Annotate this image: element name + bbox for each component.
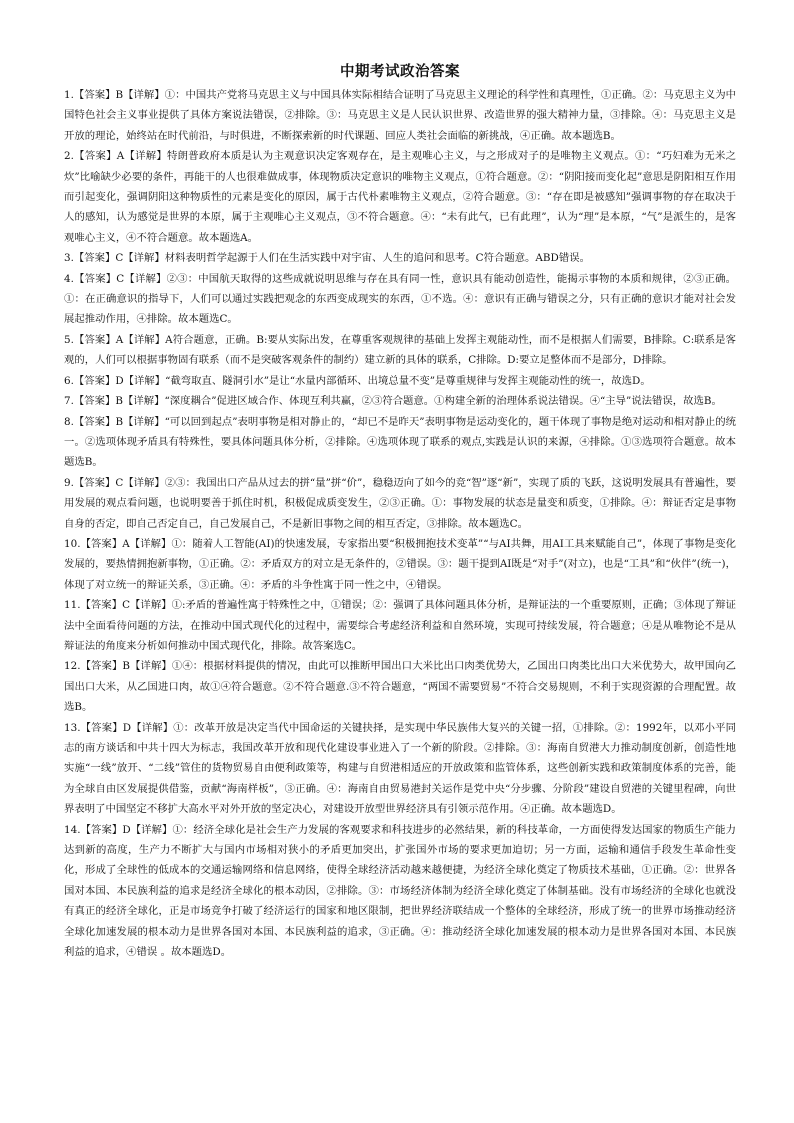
answer-item-8: 8.【答案】B【详解】“可以回到起点”表明事物是相对静止的，“却已不是昨天”表明事物是运动变化的，题干体现了事物是绝对运动和相对静止的统一。②选项体现矛盾具有特殊性，要具体问题具体分析，②排除。④选项体现了联系的观点,实践是认识的来源，④排除。①③选项符合题意。故本题选B。 <box>64 415 737 469</box>
answer-item-12: 12.【答案】B【详解】①④：根据材料提供的情况，由此可以推断甲国出口大米比出口肉类优势大，乙国出口肉类比出口大米优势大，故甲国向乙国出口大米，从乙国进口肉，故①④符合题意。②不符合题意.③不符合题意，“两国不需要贸易”不符合交易规则，不利于实现资源的合理配置。故选B。 <box>64 660 736 714</box>
answer-item-3: 3.【答案】C【详解】材料表明哲学起源于人们在生活实践中对宇宙、人生的追问和思考。C符合题意。ABD错误。 <box>64 252 590 265</box>
answer-item-13: 13.【答案】D【详解】①：改革开放是决定当代中国命运的关键抉择，是实现中华民族伟大复兴的关键一招，①排除。②：1992年，以邓小平同志的南方谈话和中共十四大为标志，我国改革开放和现代化建设事业进入了一个新的阶段。②排除。③：海南自贸港大力推动制度创新，创造性地实施“一线”放开、“二线”管住的货物贸易自由便利政策等，构建与自贸港相适应的开放政策和监管体系，这些创新实践和政策制度体系的完善，能为全球自由区发展提供借鉴，贡献“海南样板”，③正确。④：海南自由贸易港封关运作是党中央“分步骤、分阶段”建设自贸港的关键里程碑，向世界表明了中国坚定不移扩大高水平对外开放的坚定决心，对建设开放型世界经济具有引领示范作用。④正确。故本题选D。 <box>64 721 736 816</box>
answer-item-10: 10.【答案】A【详解】①：随着人工智能(AI)的快速发展，专家指出要“积极拥抱技术变革”“与AI共舞，用AI工具来赋能自己”，体现了事物是变化发展的，要热情拥抱新事物，①正确。②：矛盾双方的对立是无条件的，②错误。③：题干提到AI既是“对手”(对立)，也是“工具”和“伙伴”(统一)，体现了对立统一的辩证关系，③正确。④：矛盾的斗争性寓于同一性之中，④错误。 <box>64 537 736 591</box>
answer-item-2: 2.【答案】A【详解】特朗普政府本质是认为主观意识决定客观存在，是主观唯心主义，与之形成对子的是唯物主义观点。①：“巧妇难为无米之炊”比喻缺少必要的条件，再能干的人也很难做成事，体现物质决定意识的唯物主义观点，①符合题意。②：“阴阳接而变化起”意思是阴阳相互作用而引起变化，强调阴阳这种物质性的元素是变化的原因，属于古代朴素唯物主义观点，②符合题意。③：“存在即是被感知”强调事物的存在取决于人的感知，认为感觉是世界的本原，属于主观唯心主义观点，③不符合题意。④：“未有此气，已有此理”，认为“理”是本原，“气”是派生的，是客观唯心主义，④不符合题意。故本题选A。 <box>64 150 736 244</box>
answer-item-4: 4.【答案】C【详解】②③：中国航天取得的这些成就说明思维与存在具有同一性，意识具有能动创造性，能揭示事物的本质和规律，②③正确。①：在正确意识的指导下，人们可以通过实践把观念的东西变成现实的东西，①不选。④：意识有正确与错误之分，只有正确的意识才能对社会发展起推动作用，④排除。故本题选C。 <box>64 272 736 326</box>
answer-item-11: 11.【答案】C【详解】①:矛盾的普遍性寓于特殊性之中，①错误；②：强调了具体问题具体分析，是辩证法的一个重要原则，正确；③体现了辩证法中全面看待问题的方法，在推动中国式现代化的过程中，需要综合考虑经济利益和自然环境，实现可持续发展，符合题意；④是从唯物论不是从辩证法的角度来分析如何推动中国式现代化，排除。故答案选C。 <box>64 599 736 652</box>
document-title: 中期考试政治答案 <box>340 64 460 80</box>
document-page <box>64 62 736 962</box>
answer-item-1: 1.【答案】B【详解】①：中国共产党将马克思主义与中国具体实际相结合证明了马克思主义理论的科学性和真理性，①正确。②：马克思主义为中国特色社会主义事业提供了具体方案说法错误，②排除。③：马克思主义是人民认识世界、改造世界的强大精神力量，③排除。④：马克思主义是开放的理论，始终站在时代前沿，与时俱进，不断探索新的时代课题、回应人类社会面临的新挑战，④正确。故本题选B。 <box>64 89 736 142</box>
answer-item-6: 6.【答案】D【详解】“截弯取直、隧洞引水”是让“水量内部循环、出境总量不变”是尊重规律与发挥主观能动性的统一，故选D。 <box>64 374 651 387</box>
answer-item-14: 14.【答案】D【详解】①：经济全球化是社会生产力发展的客观要求和科技进步的必然结果，新的科技革命，一方面使得发达国家的物质生产能力达到新的高度，生产力不断扩大与国内市场相对狭小的矛盾更加突出，扩张国外市场的要求更加迫切；另一方面，运输和通信手段发生革命性变化，形成了全球性的低成本的交通运输网络和信息网络，使得全球经济活动越来越便捷，为经济全球化奠定了物质技术基础，①正确。②：世界各国对本国、本民族利益的追求是经济全球化的根本动因，②排除。③：市场经济体制为经济全球化奠定了体制基础。没有市场经济的全球化也就没有真正的经济全球化，正是市场竞争打破了经济运行的国家和地区限制，把世界经济联结成一个整体的全球经济，形成了统一的世界市场推动经济全球化加速发展的根本动力是世界各国对本国、本民族利益的追求，③正确。④：推动经济全球化加速发展的根本动力是世界各国对本国、本民族利益的追求，④错误 。故本题选D。 <box>64 823 736 959</box>
answer-item-7: 7.【答案】B【详解】“深度耦合”促进区域合作、体现互利共赢，②③符合题意。①构建全新的治理体系说法错误。④“主导”说法错误，故选B。 <box>64 395 722 408</box>
answer-list <box>64 85 736 962</box>
answer-item-5: 5.【答案】A【详解】A符合题意，正确。B:要从实际出发，在尊重客观规律的基础上发挥主观能动性，而不是根据人们需要，B排除。C:联系是客观的，人们可以根据事物固有联系（而不是突破客观条件的制约）建立新的具体的联系，C排除。D:要立足整体而不是部分，D排除。 <box>64 333 736 367</box>
answer-item-9: 9.【答案】C【详解】②③：我国出口产品从过去的拼“量”拼“价”，稳稳迈向了如今的竞“智”逐“新”，实现了质的飞跃，这说明发展具有普遍性，要用发展的观点看问题，也说明要善于抓住时机，积极促成质变发生，②③正确。①：事物发展的状态是量变和质变，①排除。④：辩证否定是事物自身的否定，即自己否定自己，自己发展自己，不是新旧事物之间的相互否定，③排除。故本题选C。 <box>64 476 736 530</box>
